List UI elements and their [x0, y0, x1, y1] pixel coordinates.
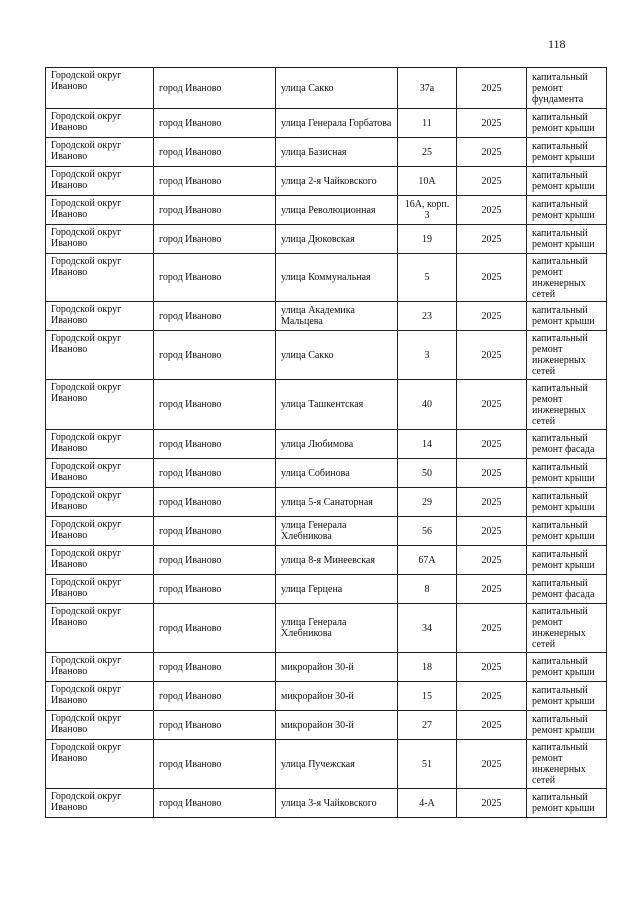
year-cell: 2025 [457, 546, 527, 575]
municipality-cell: Городской округ Иваново [46, 302, 154, 331]
house-number-cell: 56 [398, 517, 457, 546]
house-number-cell: 16А, корп. 3 [398, 196, 457, 225]
table-row [46, 575, 607, 604]
work-type-cell: капитальный ремонт крыши [527, 225, 607, 254]
street-cell: улица Ташкентская [276, 380, 398, 430]
house-number-cell: 23 [398, 302, 457, 331]
year-cell: 2025 [457, 196, 527, 225]
work-type-cell: капитальный ремонт фасада [527, 575, 607, 604]
house-number-cell: 51 [398, 740, 457, 789]
table-row [46, 740, 607, 789]
work-type-cell: капитальный ремонт фасада [527, 430, 607, 459]
street-cell: улица Сакко [276, 68, 398, 109]
house-number-cell: 10А [398, 167, 457, 196]
year-cell: 2025 [457, 68, 527, 109]
table-row [46, 302, 607, 331]
table-row [46, 430, 607, 459]
locality-cell: город Иваново [154, 711, 276, 740]
work-type-cell: капитальный ремонт крыши [527, 653, 607, 682]
table-row [46, 68, 607, 109]
table-row [46, 167, 607, 196]
house-number-cell: 67А [398, 546, 457, 575]
locality-cell: город Иваново [154, 254, 276, 302]
house-number-cell: 3 [398, 331, 457, 380]
locality-cell: город Иваново [154, 682, 276, 711]
locality-cell: город Иваново [154, 740, 276, 789]
page-number: 118 [548, 37, 566, 51]
year-cell: 2025 [457, 459, 527, 488]
street-cell: улица Сакко [276, 331, 398, 380]
municipality-cell: Городской округ Иваново [46, 488, 154, 517]
locality-cell: город Иваново [154, 430, 276, 459]
table-row [46, 331, 607, 380]
locality-cell: город Иваново [154, 380, 276, 430]
year-cell: 2025 [457, 604, 527, 653]
street-cell: улица Герцена [276, 575, 398, 604]
municipality-cell: Городской округ Иваново [46, 789, 154, 818]
table-row [46, 653, 607, 682]
table-row [46, 604, 607, 653]
work-type-cell: капитальный ремонт инженерных сетей [527, 604, 607, 653]
table-row [46, 459, 607, 488]
table-row [46, 109, 607, 138]
house-number-cell: 8 [398, 575, 457, 604]
street-cell: улица Революционная [276, 196, 398, 225]
house-number-cell: 18 [398, 653, 457, 682]
municipality-cell: Городской округ Иваново [46, 167, 154, 196]
municipality-cell: Городской округ Иваново [46, 331, 154, 380]
municipality-cell: Городской округ Иваново [46, 68, 154, 109]
locality-cell: город Иваново [154, 653, 276, 682]
work-type-cell: капитальный ремонт крыши [527, 789, 607, 818]
work-type-cell: капитальный ремонт крыши [527, 488, 607, 517]
year-cell: 2025 [457, 682, 527, 711]
table-row [46, 196, 607, 225]
house-number-cell: 19 [398, 225, 457, 254]
work-type-cell: капитальный ремонт крыши [527, 302, 607, 331]
table-row [46, 254, 607, 302]
table-row [46, 546, 607, 575]
locality-cell: город Иваново [154, 225, 276, 254]
street-cell: улица 8-я Минеевская [276, 546, 398, 575]
work-type-cell: капитальный ремонт крыши [527, 138, 607, 167]
house-number-cell: 34 [398, 604, 457, 653]
locality-cell: город Иваново [154, 546, 276, 575]
work-type-cell: капитальный ремонт фундамента [527, 68, 607, 109]
house-number-cell: 27 [398, 711, 457, 740]
municipality-cell: Городской округ Иваново [46, 682, 154, 711]
street-cell: улица Генерала Хлебникова [276, 604, 398, 653]
municipality-cell: Городской округ Иваново [46, 517, 154, 546]
municipality-cell: Городской округ Иваново [46, 430, 154, 459]
repair-table [45, 67, 607, 818]
work-type-cell: капитальный ремонт инженерных сетей [527, 740, 607, 789]
municipality-cell: Городской округ Иваново [46, 575, 154, 604]
locality-cell: город Иваново [154, 196, 276, 225]
house-number-cell: 25 [398, 138, 457, 167]
table-row [46, 789, 607, 818]
table-row [46, 682, 607, 711]
house-number-cell: 14 [398, 430, 457, 459]
year-cell: 2025 [457, 225, 527, 254]
street-cell: улица Академика Мальцева [276, 302, 398, 331]
work-type-cell: капитальный ремонт инженерных сетей [527, 380, 607, 430]
municipality-cell: Городской округ Иваново [46, 109, 154, 138]
locality-cell: город Иваново [154, 488, 276, 517]
street-cell: микрорайон 30-й [276, 711, 398, 740]
work-type-cell: капитальный ремонт крыши [527, 682, 607, 711]
year-cell: 2025 [457, 653, 527, 682]
table-row [46, 488, 607, 517]
locality-cell: город Иваново [154, 604, 276, 653]
municipality-cell: Городской округ Иваново [46, 711, 154, 740]
street-cell: улица Пучежская [276, 740, 398, 789]
year-cell: 2025 [457, 302, 527, 331]
year-cell: 2025 [457, 488, 527, 517]
street-cell: улица Коммунальная [276, 254, 398, 302]
house-number-cell: 37а [398, 68, 457, 109]
year-cell: 2025 [457, 167, 527, 196]
street-cell: улица 2-я Чайковского [276, 167, 398, 196]
street-cell: улица 5-я Санаторная [276, 488, 398, 517]
house-number-cell: 50 [398, 459, 457, 488]
work-type-cell: капитальный ремонт инженерных сетей [527, 331, 607, 380]
work-type-cell: капитальный ремонт крыши [527, 109, 607, 138]
house-number-cell: 29 [398, 488, 457, 517]
locality-cell: город Иваново [154, 789, 276, 818]
street-cell: микрорайон 30-й [276, 653, 398, 682]
work-type-cell: капитальный ремонт крыши [527, 459, 607, 488]
municipality-cell: Городской округ Иваново [46, 138, 154, 167]
street-cell: улица 3-я Чайковского [276, 789, 398, 818]
municipality-cell: Городской округ Иваново [46, 546, 154, 575]
year-cell: 2025 [457, 575, 527, 604]
year-cell: 2025 [457, 331, 527, 380]
locality-cell: город Иваново [154, 167, 276, 196]
work-type-cell: капитальный ремонт крыши [527, 196, 607, 225]
locality-cell: город Иваново [154, 138, 276, 167]
street-cell: микрорайон 30-й [276, 682, 398, 711]
year-cell: 2025 [457, 789, 527, 818]
municipality-cell: Городской округ Иваново [46, 459, 154, 488]
table-row [46, 138, 607, 167]
house-number-cell: 4-А [398, 789, 457, 818]
locality-cell: город Иваново [154, 331, 276, 380]
table-row [46, 517, 607, 546]
house-number-cell: 5 [398, 254, 457, 302]
table-row [46, 711, 607, 740]
work-type-cell: капитальный ремонт крыши [527, 546, 607, 575]
street-cell: улица Генерала Хлебникова [276, 517, 398, 546]
locality-cell: город Иваново [154, 109, 276, 138]
municipality-cell: Городской округ Иваново [46, 653, 154, 682]
locality-cell: город Иваново [154, 517, 276, 546]
work-type-cell: капитальный ремонт крыши [527, 711, 607, 740]
street-cell: улица Генерала Горбатова [276, 109, 398, 138]
year-cell: 2025 [457, 254, 527, 302]
municipality-cell: Городской округ Иваново [46, 604, 154, 653]
street-cell: улица Любимова [276, 430, 398, 459]
municipality-cell: Городской округ Иваново [46, 225, 154, 254]
work-type-cell: капитальный ремонт крыши [527, 167, 607, 196]
year-cell: 2025 [457, 517, 527, 546]
year-cell: 2025 [457, 711, 527, 740]
locality-cell: город Иваново [154, 575, 276, 604]
locality-cell: город Иваново [154, 68, 276, 109]
municipality-cell: Городской округ Иваново [46, 740, 154, 789]
street-cell: улица Дюковская [276, 225, 398, 254]
house-number-cell: 40 [398, 380, 457, 430]
street-cell: улица Базисная [276, 138, 398, 167]
house-number-cell: 15 [398, 682, 457, 711]
table-row [46, 225, 607, 254]
year-cell: 2025 [457, 138, 527, 167]
year-cell: 2025 [457, 380, 527, 430]
year-cell: 2025 [457, 109, 527, 138]
table-row [46, 380, 607, 430]
year-cell: 2025 [457, 430, 527, 459]
municipality-cell: Городской округ Иваново [46, 196, 154, 225]
municipality-cell: Городской округ Иваново [46, 380, 154, 430]
house-number-cell: 11 [398, 109, 457, 138]
work-type-cell: капитальный ремонт крыши [527, 517, 607, 546]
locality-cell: город Иваново [154, 459, 276, 488]
municipality-cell: Городской округ Иваново [46, 254, 154, 302]
locality-cell: город Иваново [154, 302, 276, 331]
work-type-cell: капитальный ремонт инженерных сетей [527, 254, 607, 302]
table-body [46, 68, 607, 818]
street-cell: улица Собинова [276, 459, 398, 488]
year-cell: 2025 [457, 740, 527, 789]
